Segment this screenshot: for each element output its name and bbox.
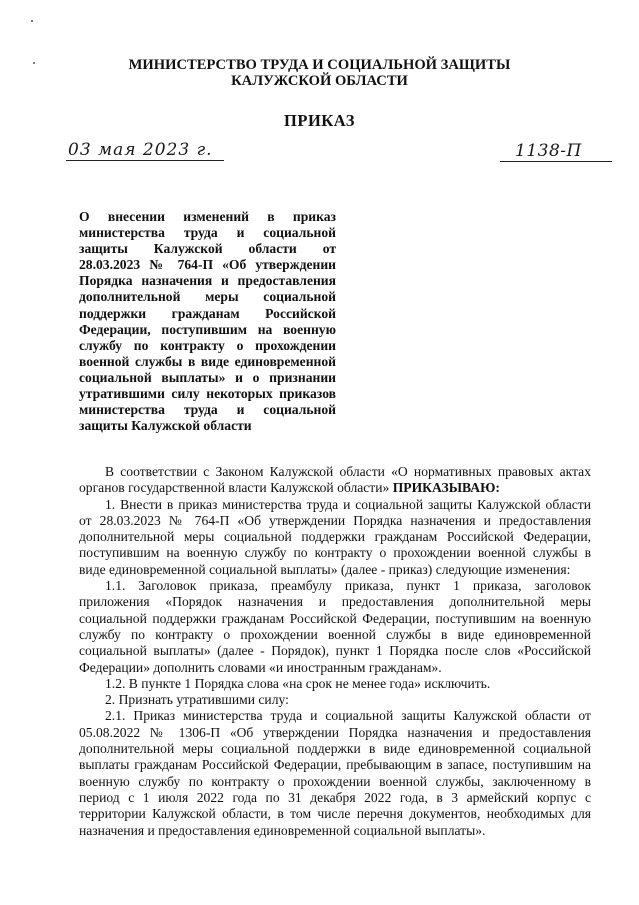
body-line: поступившим на военную службу по контракту о прохождении военной службы в: [79, 545, 591, 561]
subject-line: Федерации, поступившим на военную: [79, 321, 336, 337]
subject-line: службу по контракту о прохождении: [79, 337, 336, 353]
paragraph-1-1: [79, 578, 591, 676]
body-line: 1.1. Заголовок приказа, преамбулу приказа, пункт 1 приказа, заголовок: [105, 578, 591, 594]
subject-line: защиты Калужской области от: [79, 241, 336, 257]
subject-line: защиты Калужской области: [79, 418, 252, 434]
body-line: службу по контракту о прохождении военной службы в виде единовременной: [79, 626, 591, 642]
body-line: 2.1. Приказ министерства труда и социальной защиты Калужской области от: [105, 708, 591, 724]
body-line: [79, 480, 591, 496]
body-line: виде единовременной социальной выплаты» (далее - приказ) следующие изменения:: [79, 561, 571, 577]
body-line: период с 1 июля 2022 года по 31 декабря 2022 года, в 3 армейский корпус с: [79, 789, 591, 805]
body-line: от 28.03.2023 № 764-П «Об утверждении Порядка назначения и предоставления: [79, 512, 591, 528]
subject-line: 28.03.2023 № 764-П «Об утверждении: [79, 257, 336, 273]
subject-line: социальной выплаты» и о признании: [79, 369, 336, 385]
preamble-paragraph: [79, 464, 591, 497]
subject-line: дополнительной меры социальной: [79, 289, 336, 305]
scan-speck: [31, 20, 33, 22]
body-line: выплаты гражданам Российской Федерации, пребывающим в запасе, поступившим на: [79, 757, 591, 773]
body-line: социальной выплаты» (далее - Порядок), пункт 1 Порядка после слов «Российской: [79, 643, 591, 659]
body-line: 05.08.2022 № 1306-П «Об утверждении Порядка назначения и предоставления: [79, 724, 591, 740]
body-line: 1.2. В пункте 1 Порядка слова «на срок не менее года» исключить.: [105, 675, 491, 691]
handwritten-order-number: 1138-П: [515, 141, 582, 161]
body-line: социальной поддержки гражданам Российской Федерации, поступившим на военную: [79, 610, 591, 626]
order-body: [79, 464, 591, 839]
order-title: ПРИКАЗ: [284, 111, 355, 130]
body-line: дополнительной меры социальной поддержки в виде единовременной социальной: [79, 741, 591, 757]
paragraph-1-2: [79, 676, 591, 692]
body-line: В соответствии с Законом Калужской области «О нормативных правовых актах: [105, 464, 591, 479]
body-line: назначения и предоставления единовременной социальной выплаты».: [79, 822, 486, 838]
body-line: 1. Внести в приказ министерства труда и социальной защиты Калужской области: [105, 496, 591, 512]
date-underline: [66, 160, 224, 161]
ministry-region-line: КАЛУЖСКОЙ ОБЛАСТИ: [231, 73, 408, 89]
subject-line: министерства труда и социальной: [79, 402, 336, 418]
body-line: военную службу по контракту о прохождении военной службы, заключенному в: [79, 773, 591, 789]
body-line: приложения «Порядок назначения и предоставления дополнительной меры: [79, 594, 591, 610]
paragraph-2: [79, 692, 591, 708]
order-subject: [79, 209, 336, 434]
body-line: Федерации» дополнить словами «и иностранным гражданам».: [79, 659, 442, 675]
subject-line: Порядка назначения и предоставления: [79, 273, 336, 289]
body-text: органов государственной власти Калужской области»: [79, 480, 390, 496]
subject-line: военной службы в виде единовременной: [79, 353, 336, 369]
orders-keyword: ПРИКАЗЫВАЮ:: [392, 480, 500, 496]
body-line: дополнительной меры социальной поддержки гражданам Российской Федерации,: [79, 529, 591, 545]
ministry-header: [0, 57, 639, 89]
body-line: территории Калужской области, в том числе перечня документов, необходимых для: [79, 806, 591, 822]
number-underline: [500, 161, 612, 162]
subject-line: утратившими силу некоторых приказов: [79, 386, 336, 402]
paragraph-2-1: [79, 708, 591, 838]
handwritten-date: 03 мая 2023 г.: [68, 140, 213, 160]
subject-line: поддержки гражданам Российской: [79, 305, 336, 321]
paragraph-1: [79, 497, 591, 578]
body-line: 2. Признать утратившими силу:: [105, 692, 289, 708]
ministry-name-line: МИНИСТЕРСТВО ТРУДА И СОЦИАЛЬНОЙ ЗАЩИТЫ: [128, 57, 511, 73]
subject-line: О внесении изменений в приказ: [79, 209, 336, 224]
subject-line: министерства труда и социальной: [79, 225, 336, 241]
